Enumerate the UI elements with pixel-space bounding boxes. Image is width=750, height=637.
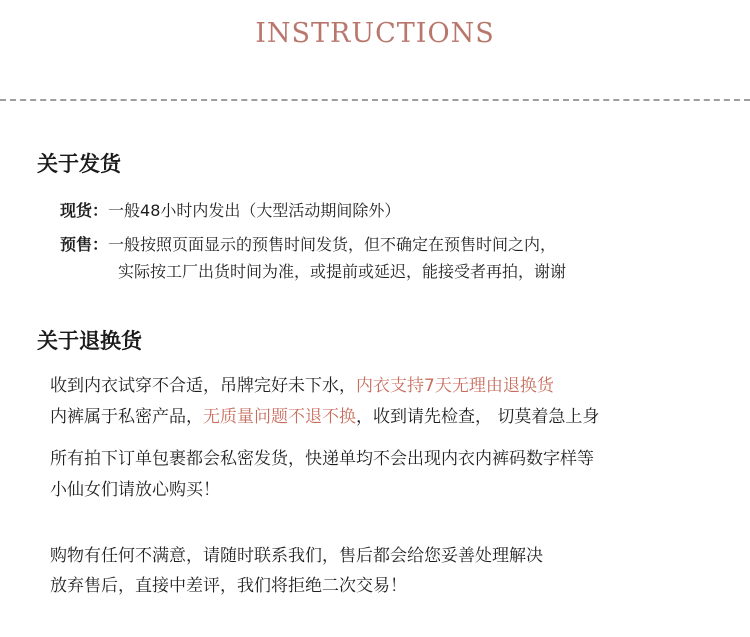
presale-line-1: 一般按照页面显示的预售时间发货，但不确定在预售时间之内， [108, 235, 557, 254]
page-title: INSTRUCTIONS [255, 18, 495, 49]
in-stock-row [60, 197, 400, 224]
in-stock-text: 一般48小时内发出（大型活动期间除外） [108, 201, 401, 220]
shipping-heading: 关于发货 [37, 152, 121, 176]
returns-p2-line1: 所有拍下订单包裹都会私密发货，快递单均不会出现内衣内裤码数字样等 [50, 449, 594, 469]
returns-p1-line1 [50, 371, 554, 396]
returns-p3-line1: 购物有任何不满意，请随时联系我们，售后都会给您妥善处理解决 [50, 546, 543, 566]
returns-p2-line2: 小仙女们请放心购买！ [50, 480, 220, 500]
presale-line-2: 实际按工厂出货时间为准，或提前或延迟，能接受者再拍，谢谢 [118, 262, 567, 281]
returns-policy-highlight: 内衣支持7天无理由退换货 [356, 376, 554, 396]
returns-p1-line2-text-a: 内裤属于私密产品， [50, 407, 203, 427]
returns-p1-line2-text-b: ，收到请先检查， 切莫着急上身 [356, 407, 600, 427]
presale-row [60, 231, 556, 258]
dashed-divider [0, 99, 750, 101]
no-return-highlight: 无质量问题不退不换 [203, 407, 356, 427]
returns-p1-line1-text: 收到内衣试穿不合适，吊牌完好未下水， [50, 376, 356, 396]
presale-row-2 [118, 258, 566, 285]
returns-p3-line2: 放弃售后，直接中差评，我们将拒绝二次交易！ [50, 576, 407, 596]
in-stock-label: 现货： [60, 201, 109, 220]
returns-p1-line2 [50, 402, 599, 427]
presale-label: 预售： [60, 235, 109, 254]
returns-heading: 关于退换货 [37, 329, 142, 353]
